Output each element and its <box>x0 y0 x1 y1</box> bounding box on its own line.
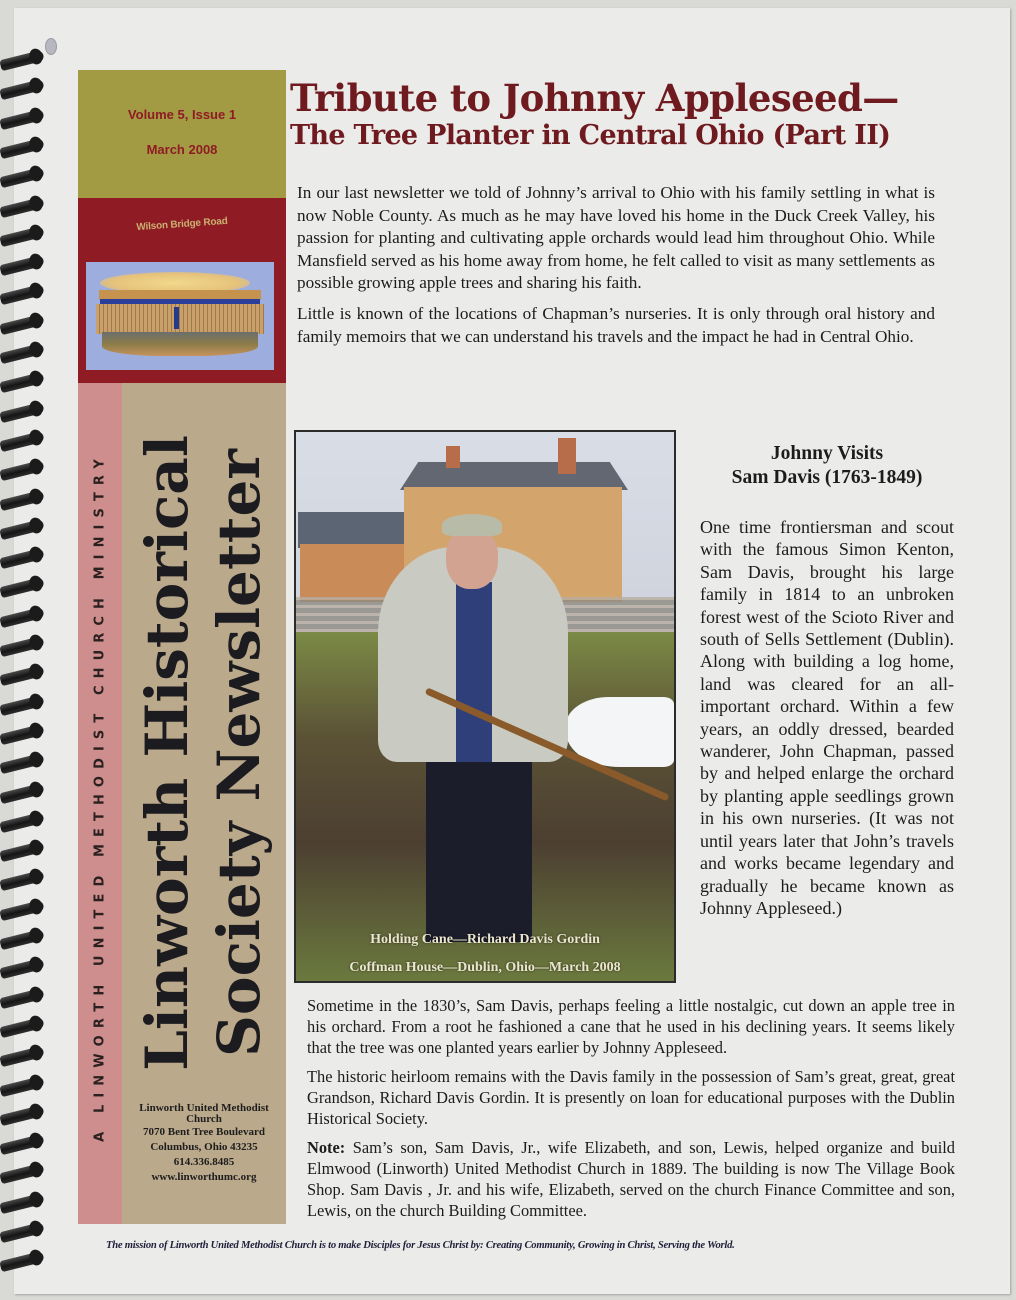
street-address: 7070 Bent Tree Boulevard <box>143 1126 265 1138</box>
photo-man-cap <box>442 514 502 536</box>
intro-text <box>297 182 935 356</box>
spiral-coil <box>0 489 45 510</box>
phone-number: 614.336.8485 <box>173 1156 235 1168</box>
sidebar-body: One time frontiersman and scout with the famous Simon Kenton, Sam Davis, brought his large family in 1814 to an unbroken forest west of the Scioto River and south of Sells Settlement (Dublin). Along with building a log home, land was cleared for an all-important orchard. Within a few years, an oddly dressed, bearded wanderer, John Chapman, passed by and helped enlarge the orchard by planting apple seedlings grown in his own nurseries. (It was not until years later that John’s travels and works became legendary and gradually he became known as Johnny Appleseed.) <box>700 517 954 918</box>
issue-date: March 2008 <box>146 142 218 157</box>
photo-man-vest <box>456 582 492 762</box>
photo-caption-line2: Coffman House—Dublin, Ohio—March 2008 <box>349 960 621 975</box>
spiral-coil <box>0 226 45 247</box>
bridge-wall <box>96 304 264 334</box>
sidebar-article <box>700 442 954 919</box>
cover-art-label: Wilson Bridge Road <box>136 215 228 234</box>
spiral-coil <box>0 167 45 188</box>
spiral-coil <box>0 870 45 891</box>
spiral-coil <box>0 196 45 217</box>
org-name-line2: Church <box>186 1113 222 1125</box>
punch-hole <box>45 38 57 55</box>
masthead-title <box>131 435 275 1071</box>
body-paragraph: Sometime in the 1830’s, Sam Davis, perhaps feeling a little nostalgic, cut down an apple tree in his orchard. From a root he fashioned a cane that he used in his declining years. It seems likely that the tree was one planted years earlier by Johnny Appleseed. <box>307 996 955 1057</box>
spiral-coil <box>0 79 45 100</box>
spiral-coil <box>0 987 45 1008</box>
spiral-coil <box>0 1222 45 1243</box>
spiral-coil <box>0 284 45 305</box>
spiral-coil <box>0 1251 45 1272</box>
article-subtitle: The Tree Planter in Central Ohio (Part II) <box>290 120 891 151</box>
website-link[interactable]: www.linworthumc.org <box>151 1171 257 1183</box>
body-paragraph: The historic heirloom remains with the Davis family in the possession of Sam’s great, great, great Grandson, Richard Davis Gordin. It is presently on loan for educational purposes with the Dublin Historical Society. <box>307 1067 955 1128</box>
sidebar-heading-line1: Johnny Visits <box>770 443 884 464</box>
spiral-coil <box>0 1075 45 1096</box>
left-sidebar <box>78 70 286 1224</box>
mission-statement: The mission of Linworth United Methodist Church is to make Disciples for Jesus Christ by: Creating Community, Growing in Christ, Serving the World. <box>106 1240 735 1251</box>
spiral-coil <box>0 724 45 745</box>
photo-caption-line1: Holding Cane—Richard Davis Gordin <box>370 932 600 947</box>
spiral-coil <box>0 138 45 159</box>
article-title-line1: Tribute to Johnny Appleseed— <box>290 76 899 120</box>
photo-chimney <box>558 438 576 474</box>
photo-house-roof <box>400 462 628 490</box>
sidebar-heading-line2: Sam Davis (1763-1849) <box>731 467 923 488</box>
church-address <box>122 1103 286 1185</box>
intro-paragraph: In our last newsletter we told of Johnny’s arrival to Ohio with his family settling in what is now Noble County. As much as he may have loved his home in the Duck Creek Valley, his passion for planting and cultivating apple orchards would lead him throughout Ohio. While Mansfield served as his home away from home, he felt called to visit as many settlements as possible growing apple trees and sharing his faith. <box>297 183 935 293</box>
bridge-base <box>102 332 258 356</box>
note-text: Sam’s son, Sam Davis, Jr., wife Elizabeth, and son, Lewis, helped organize and build Elmwood (Linworth) United Methodist Church in 1889. The building is now The Village Book Shop. Sam Davis , Jr. and his wife, Elizabeth, served on the church Finance Committee and son, Lewis, on the church Building Committee. <box>307 1138 955 1220</box>
spiral-coil <box>0 343 45 364</box>
sidebar-heading <box>700 442 954 490</box>
spiral-binding <box>0 55 48 1290</box>
spiral-coil <box>0 1046 45 1067</box>
spiral-coil <box>0 1134 45 1155</box>
article-title <box>290 76 950 152</box>
note-label: Note: <box>307 1138 346 1157</box>
spiral-coil <box>0 841 45 862</box>
spiral-coil <box>0 782 45 803</box>
spiral-coil <box>0 1163 45 1184</box>
spiral-coil <box>0 636 45 657</box>
spiral-coil <box>0 577 45 598</box>
spiral-coil <box>0 1017 45 1038</box>
spiral-coil <box>0 694 45 715</box>
masthead-title-line1: Linworth Historical <box>133 435 201 1071</box>
lower-text <box>307 995 955 1229</box>
covered-bridge-image <box>86 262 274 370</box>
photo-chimney <box>446 446 460 468</box>
spiral-coil <box>0 548 45 569</box>
photo-man-legs <box>426 757 532 942</box>
masthead-title-line2: Society Newsletter <box>205 449 273 1057</box>
city-state-zip: Columbus, Ohio 43235 <box>150 1141 258 1153</box>
spiral-coil <box>0 314 45 335</box>
spiral-coil <box>0 401 45 422</box>
spiral-coil <box>0 665 45 686</box>
photo-richard-davis-gordin <box>294 430 676 983</box>
spiral-coil <box>0 929 45 950</box>
issue-box <box>78 70 286 198</box>
masthead-band <box>78 383 286 1224</box>
bridge-window <box>174 307 179 329</box>
org-name-line1: Linworth United Methodist <box>139 1102 269 1114</box>
spiral-coil <box>0 812 45 833</box>
spiral-coil <box>0 460 45 481</box>
spiral-coil <box>0 1105 45 1126</box>
spiral-coil <box>0 1193 45 1214</box>
note-paragraph <box>307 1137 955 1221</box>
spiral-coil <box>0 958 45 979</box>
spiral-coil <box>0 607 45 628</box>
spiral-coil <box>0 519 45 540</box>
intro-paragraph: Little is known of the locations of Chapman’s nurseries. It is only through oral history and family memoirs that we can understand his travels and the impact he had in Central Ohio. <box>297 303 935 346</box>
spiral-coil <box>0 372 45 393</box>
photo-man-head <box>446 527 498 589</box>
cover-art-box <box>78 198 286 383</box>
spiral-coil <box>0 431 45 452</box>
issue-volume: Volume 5, Issue 1 <box>127 107 237 122</box>
spiral-coil <box>0 753 45 774</box>
ministry-line: A LINWORTH UNITED METHODIST CHURCH MINISTRY <box>92 452 108 1142</box>
spiral-coil <box>0 108 45 129</box>
photo-annex-roof <box>298 512 416 548</box>
spiral-coil <box>0 255 45 276</box>
spiral-coil <box>0 900 45 921</box>
